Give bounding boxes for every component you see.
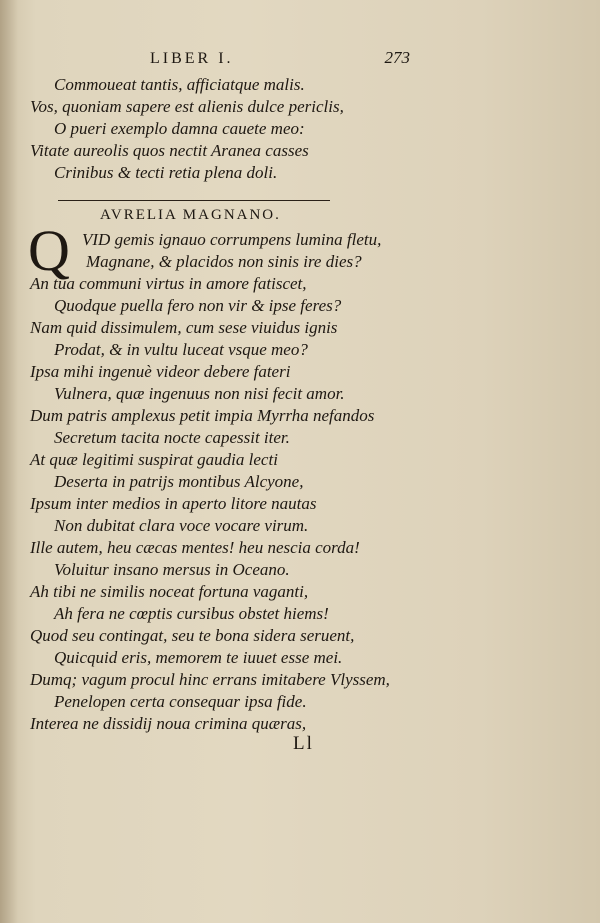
verse-line: Secretum tacita nocte capessit iter. — [54, 428, 290, 447]
poem-title: AVRELIA MAGNANO. — [100, 207, 281, 223]
verse-line: Ah fera ne cœptis cursibus obstet hiems! — [54, 604, 329, 623]
verse-line: Crinibus & tecti retia plena doli. — [54, 163, 278, 182]
verse-line: Vulnera, quæ ingenuus non nisi fecit amor. — [54, 384, 345, 403]
verse-line: At quæ legitimi suspirat gaudia lecti — [30, 450, 278, 469]
verse-line: O pueri exemplo damna cauete meo: — [54, 119, 305, 138]
running-head: LIBER I. — [150, 50, 234, 67]
verse-line: Vos, quoniam sapere est alienis dulce periclis, — [30, 97, 344, 116]
drop-cap: Q — [28, 218, 70, 283]
verse-line: Ah tibi ne similis noceat fortuna vaganti, — [30, 582, 309, 601]
verse-line: Ipsa mihi ingenuè videor debere fateri — [30, 362, 291, 381]
verse-line: Penelopen certa consequar ipsa fide. — [54, 692, 307, 711]
verse-line: Nam quid dissimulem, cum sese viuidus ignis — [30, 318, 338, 337]
page-number: 273 — [384, 48, 410, 67]
verse-line: Dumq; vagum procul hinc errans imitabere Vlyssem, — [30, 670, 390, 689]
poem-continuation — [30, 74, 410, 184]
verse-line: Quicquid eris, memorem te iuuet esse mei. — [54, 648, 343, 667]
verse-line: Interea ne dissidij noua crimina quæras, — [30, 714, 307, 733]
verse-line: An tua communi virtus in amore fatiscet, — [30, 274, 307, 293]
verse-line: Voluitur insano mersus in Oceano. — [54, 560, 290, 579]
section-divider — [58, 200, 330, 201]
verse-line: Quodque puella fero non vir & ipse feres? — [54, 296, 342, 315]
verse-line: Dum patris amplexus petit impia Myrrha nefandos — [30, 406, 375, 425]
verse-line: Vitate aureolis quos nectit Aranea casses — [30, 141, 309, 160]
signature-mark: Ll — [293, 733, 314, 754]
verse-line: VID gemis ignauo corrumpens lumina fletu, — [82, 230, 382, 249]
verse-line: Commoueat tantis, afficiatque malis. — [54, 75, 305, 94]
verse-line: Quod seu contingat, seu te bona sidera seruent, — [30, 626, 355, 645]
poem-body — [30, 229, 410, 735]
verse-line: Prodat, & in vultu luceat vsque meo? — [54, 340, 308, 359]
verse-line: Magnane, & placidos non sinis ire dies? — [86, 252, 362, 271]
page-header — [150, 50, 410, 72]
verse-line: Ipsum inter medios in aperto litore nautas — [30, 494, 317, 513]
verse-line: Non dubitat clara voce vocare virum. — [54, 516, 309, 535]
verse-line: Ille autem, heu cæcas mentes! heu nescia corda! — [30, 538, 360, 557]
gutter-shadow — [0, 0, 18, 923]
verse-line: Deserta in patrijs montibus Alcyone, — [54, 472, 304, 491]
